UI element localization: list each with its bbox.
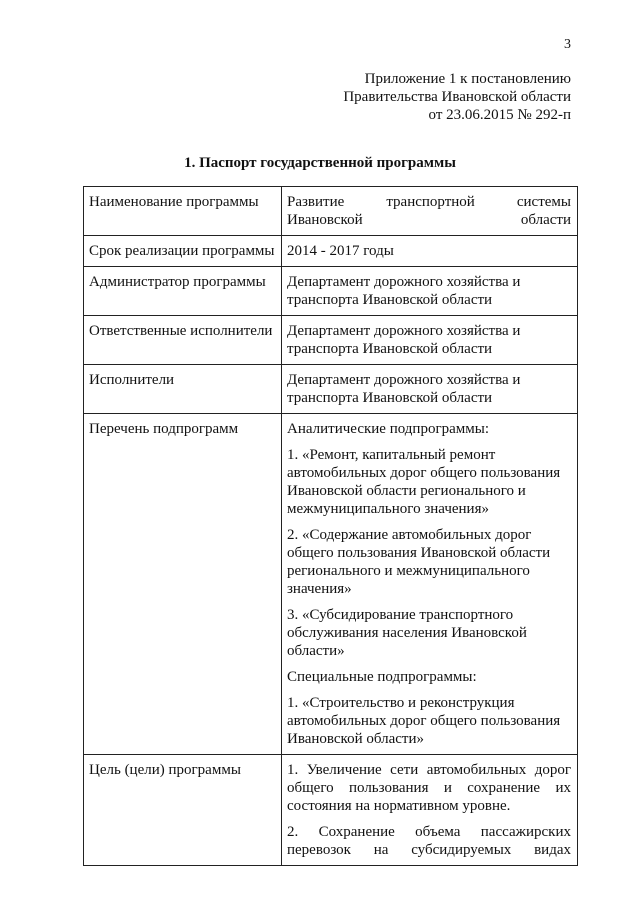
row-value: Департамент дорожного хозяйства и транспорта Ивановской области (282, 316, 578, 365)
document-title: 1. Паспорт государственной программы (184, 155, 456, 171)
goal-item: 1. Увеличение сети автомобильных дорог общего пользования и сохранение их состояния на нормативном уровне. (287, 762, 571, 814)
page-number: 3 (564, 37, 571, 52)
table-row (84, 236, 578, 267)
row-label: Срок реализации программы (84, 236, 282, 267)
table-row-subprograms (84, 414, 578, 755)
row-label: Наименование программы (84, 187, 282, 236)
subprograms-list (282, 414, 578, 755)
table-row (84, 267, 578, 316)
row-label: Исполнители (84, 365, 282, 414)
row-label: Перечень подпрограмм (84, 414, 282, 755)
appendix-line-1: Приложение 1 к постановлению (364, 71, 571, 87)
subprogram-item: 2. «Содержание автомобильных дорог общего пользования Ивановской области регионального и межмуниципального значения» (287, 527, 551, 597)
table-row (84, 187, 578, 236)
appendix-line-2: Правительства Ивановской области (343, 89, 571, 105)
row-label: Ответственные исполнители (84, 316, 282, 365)
subprogram-heading-analytic: Аналитические подпрограммы: (287, 421, 489, 437)
row-value: 2014 - 2017 годы (282, 236, 578, 267)
program-passport-table (83, 186, 578, 866)
appendix-line-3: от 23.06.2015 № 292-п (428, 107, 571, 123)
subprogram-item: 3. «Субсидирование транспортного обслуживания населения Ивановской области» (287, 607, 527, 659)
table-row (84, 365, 578, 414)
appendix-header (271, 70, 571, 124)
goals-list (282, 755, 578, 866)
table-row-goals (84, 755, 578, 866)
subprogram-heading-special: Специальные подпрограммы: (287, 669, 477, 685)
table-row (84, 316, 578, 365)
row-label: Цель (цели) программы (84, 755, 282, 866)
goal-item: 2. Сохранение объема пассажирских перевозок на субсидируемых видах (287, 824, 571, 858)
subprogram-item: 1. «Строительство и реконструкция автомобильных дорог общего пользования Ивановской области» (287, 695, 561, 747)
row-value: Департамент дорожного хозяйства и транспорта Ивановской области (282, 267, 578, 316)
row-value: Развитие транспортной системы Ивановской области (282, 187, 578, 236)
subprogram-item: 1. «Ремонт, капитальный ремонт автомобильных дорог общего пользования Ивановской области регионального и межмуниципального значения» (287, 447, 561, 517)
row-label: Администратор программы (84, 267, 282, 316)
row-value: Департамент дорожного хозяйства и транспорта Ивановской области (282, 365, 578, 414)
